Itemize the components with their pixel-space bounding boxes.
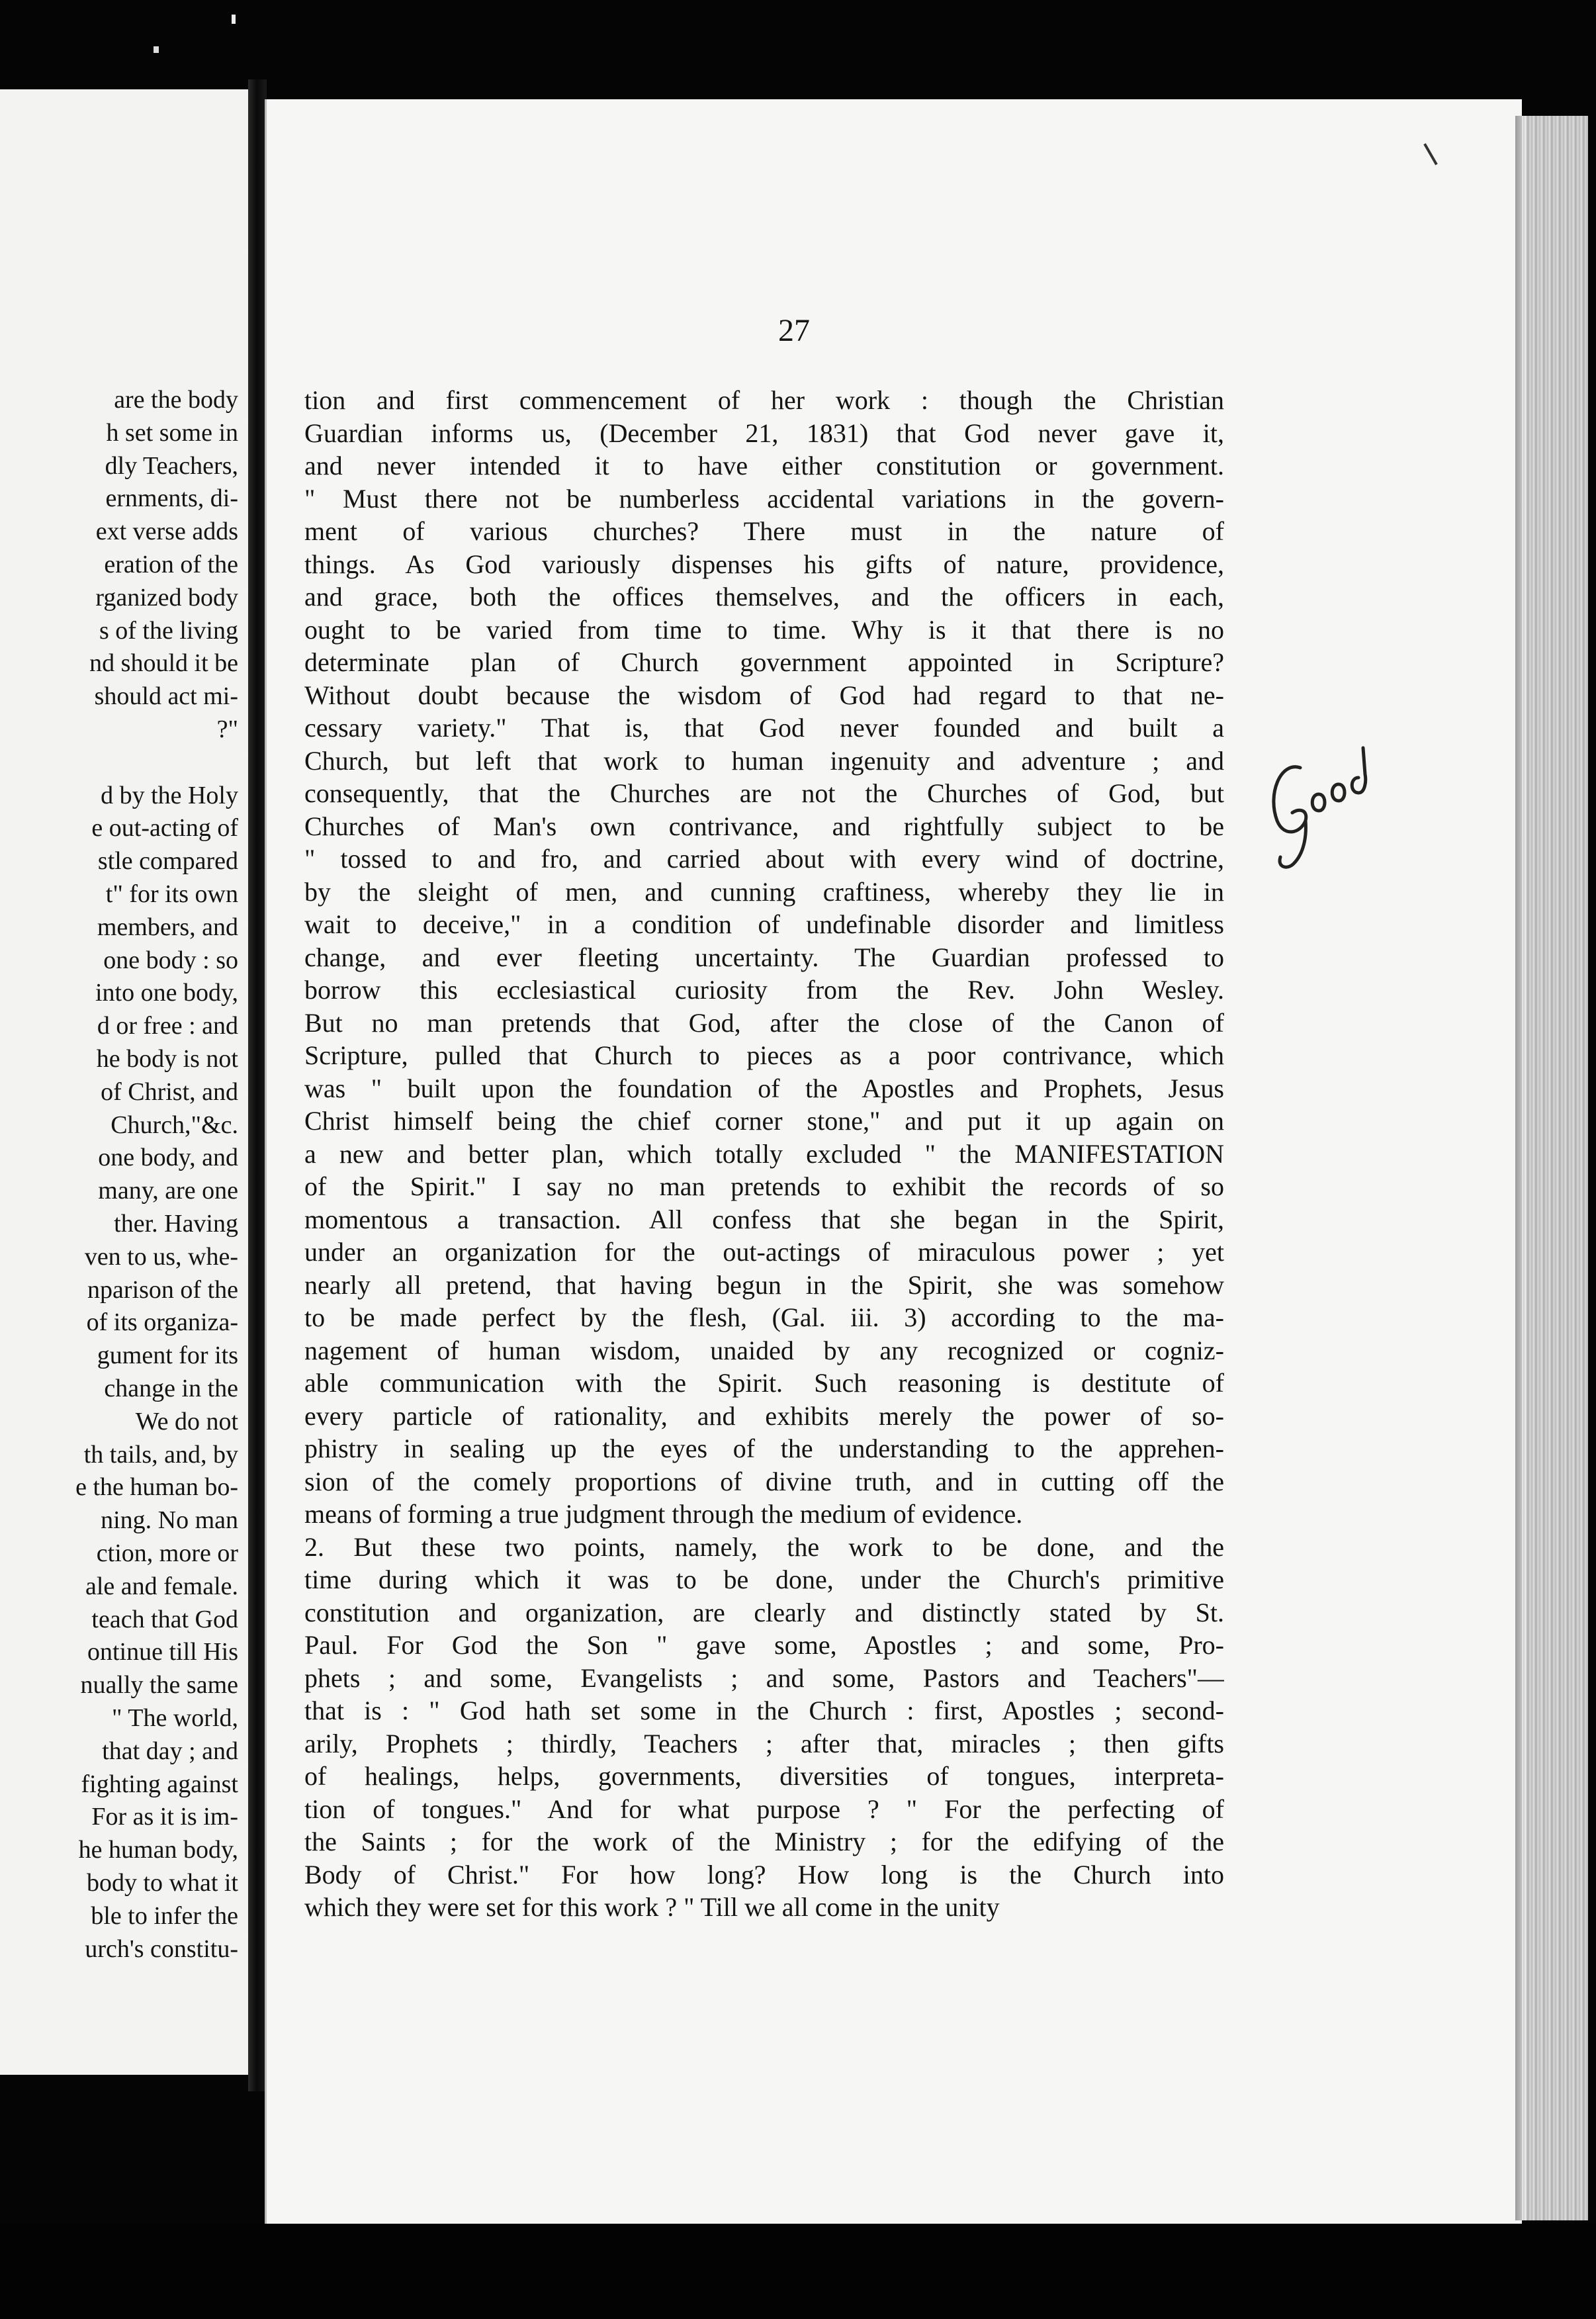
previous-page-line: ction, more or: [96, 1539, 238, 1567]
previous-page-line: [0, 747, 238, 778]
text-line: the Saints ; for the work of the Ministry ; for the edifying of the: [304, 1827, 1224, 1856]
previous-page-line: " The world,: [111, 1704, 238, 1732]
previous-page-line: into one body,: [95, 979, 238, 1007]
text-line: of the Spirit." I say no man pretends to exhibit the records of so: [304, 1171, 1224, 1201]
previous-page-line: dly Teachers,: [105, 451, 238, 480]
text-line: " tossed to and fro, and carried about with every wind of doctrine,: [304, 844, 1224, 874]
previous-page-line: ontinue till His: [87, 1638, 238, 1666]
text-line: Paul. For God the Son " gave some, Apostles ; and some, Pro-: [304, 1630, 1224, 1660]
previous-page-line: h set some in: [106, 418, 238, 447]
text-line: of healings, helps, governments, diversities of tongues, interpreta-: [304, 1761, 1224, 1791]
previous-page-line: urch's constitu-: [85, 1934, 238, 1963]
text-line: and grace, both the offices themselves, and the officers in each,: [304, 582, 1224, 612]
previous-page-line: d or free : and: [97, 1012, 238, 1040]
previous-page-line: th tails, and, by: [83, 1440, 238, 1469]
scan-speck: [154, 46, 159, 53]
text-line: Guardian informs us, (December 21, 1831) that God never gave it,: [304, 418, 1224, 448]
previous-page-line: of Christ, and: [101, 1077, 238, 1106]
previous-page-line: ?": [216, 715, 238, 743]
text-line: wait to deceive," in a condition of undefinable disorder and limitless: [304, 909, 1224, 939]
book-page-edges: [1522, 116, 1588, 2220]
previous-page-line: that day ; and: [102, 1737, 238, 1765]
text-line: that is : " God hath set some in the Church : first, Apostles ; second-: [304, 1696, 1224, 1725]
text-line: Scripture, pulled that Church to pieces as a poor contrivance, which: [304, 1040, 1224, 1070]
previous-page-line: he body is not: [96, 1045, 238, 1073]
scan-speck: [232, 15, 236, 24]
previous-page-line: For as it is im-: [91, 1803, 238, 1831]
previous-page-line: d by the Holy: [101, 781, 238, 809]
text-line: nearly all pretend, that having begun in the Spirit, she was somehow: [304, 1269, 1224, 1300]
book-gutter: [248, 79, 267, 2091]
previous-page-line: many, are one: [98, 1177, 238, 1205]
previous-page-line: s of the living: [99, 616, 238, 645]
text-line: Without doubt because the wisdom of God had regard to that ne-: [304, 680, 1224, 710]
previous-page-line: he human body,: [78, 1836, 238, 1864]
previous-page-line: eration of the: [104, 551, 238, 578]
handwritten-annotation: [1254, 721, 1386, 887]
text-line: 2. But these two points, namely, the work to be done, and the: [304, 1531, 1224, 1562]
previous-page-line: nparison of the: [87, 1275, 238, 1304]
text-line: nagement of human wisdom, unaided by any recognized or cogniz-: [304, 1335, 1224, 1365]
text-line: determinate plan of Church government appointed in Scripture?: [304, 647, 1224, 677]
text-line: every particle of rationality, and exhibits merely the power of so-: [304, 1400, 1224, 1431]
previous-page-line: We do not: [135, 1407, 238, 1435]
previous-page-line: ext verse adds: [95, 518, 238, 546]
previous-page-line: nually the same: [80, 1671, 238, 1700]
text-line: borrow this ecclesiastical curiosity from the Rev. John Wesley.: [304, 975, 1224, 1005]
previous-page-line: change in the: [104, 1375, 238, 1402]
text-line: " Must there not be numberless accidental variations in the govern-: [304, 483, 1224, 514]
text-line: ought to be varied from time to time. Why is it that there is no: [304, 614, 1224, 645]
text-line: Churches of Man's own contrivance, and rightfully subject to be: [304, 811, 1224, 841]
previous-page-line: members, and: [97, 913, 238, 941]
previous-page-line: ernments, di-: [105, 484, 238, 513]
previous-page-line: gument for its: [97, 1341, 238, 1370]
previous-page-line: one body, and: [98, 1144, 238, 1172]
previous-page-line: rganized body: [95, 583, 238, 612]
text-line: sion of the comely proportions of divine truth, and in cutting off the: [304, 1466, 1224, 1496]
previous-page-line: of its organiza-: [86, 1308, 238, 1337]
text-line: Body of Christ." For how long? How long is the Church into: [304, 1859, 1224, 1889]
text-line: was " built upon the foundation of the Apostles and Prophets, Jesus: [304, 1073, 1224, 1103]
previous-page-line: t" for its own: [105, 880, 238, 908]
text-line: phets ; and some, Evangelists ; and some, Pastors and Teachers"—: [304, 1662, 1224, 1693]
previous-page-line: body to what it: [86, 1869, 238, 1897]
text-line: phistry in sealing up the eyes of the understanding to the apprehen-: [304, 1433, 1224, 1463]
previous-page-line: ble to infer the: [91, 1901, 238, 1930]
previous-page-line: teach that God: [91, 1605, 238, 1633]
text-line: tion of tongues." And for what purpose ? " For the perfecting of: [304, 1794, 1224, 1824]
text-line: to be made perfect by the flesh, (Gal. iii. 3) according to the ma-: [304, 1302, 1224, 1332]
previous-page-line: nd should it be: [89, 649, 238, 678]
previous-page-line: e out-acting of: [91, 814, 238, 842]
text-line: a new and better plan, which totally excluded " the MANIFESTATION: [304, 1138, 1224, 1169]
previous-page-line: stle compared: [97, 847, 238, 876]
text-line: ment of various churches? There must in the nature of: [304, 516, 1224, 546]
text-line: and never intended it to have either constitution or government.: [304, 451, 1224, 480]
text-line: which they were set for this work ? " Till we all come in the unity: [304, 1892, 1000, 1922]
previous-page-line: should act mi-: [94, 682, 238, 711]
body-text: [304, 384, 1224, 1924]
scan-border: [0, 2224, 1596, 2319]
text-line: arily, Prophets ; thirdly, Teachers ; after that, miracles ; then gifts: [304, 1728, 1224, 1758]
text-line: Christ himself being the chief corner stone," and put it up again on: [304, 1106, 1224, 1136]
previous-page-fragment: [0, 89, 248, 2075]
text-line: time during which it was to be done, under the Church's primitive: [304, 1565, 1224, 1594]
text-line: under an organization for the out-actings of miraculous power ; yet: [304, 1237, 1224, 1267]
text-line: tion and first commencement of her work : though the Christian: [304, 385, 1224, 415]
text-line: by the sleight of men, and cunning craftiness, whereby they lie in: [304, 876, 1224, 907]
previous-page-line: ning. No man: [101, 1506, 238, 1535]
previous-page-line: one body : so: [103, 946, 238, 974]
previous-page-line: are the body: [114, 386, 238, 414]
text-line: change, and ever fleeting uncertainty. The Guardian professed to: [304, 942, 1224, 972]
page-number: 27: [778, 313, 810, 348]
previous-page-line: ther. Having: [114, 1210, 238, 1238]
previous-page-line: ven to us, whe-: [84, 1242, 238, 1271]
previous-page-line: ale and female.: [85, 1572, 238, 1600]
text-line: momentous a transaction. All confess that she began in the Spirit,: [304, 1204, 1224, 1234]
text-line: consequently, that the Churches are not the Churches of God, but: [304, 778, 1224, 808]
previous-page-line: fighting against: [81, 1770, 238, 1798]
text-line: Church, but left that work to human ingenuity and adventure ; and: [304, 745, 1224, 776]
text-line: things. As God variously dispenses his gifts of nature, providence,: [304, 549, 1224, 579]
text-line: But no man pretends that God, after the close of the Canon of: [304, 1007, 1224, 1038]
text-line: means of forming a true judgment through the medium of evidence.: [304, 1499, 1023, 1529]
text-line: constitution and organization, are clearly and distinctly stated by St.: [304, 1597, 1224, 1627]
previous-page-line: e the human bo-: [75, 1473, 238, 1502]
text-line: able communication with the Spirit. Such reasoning is destitute of: [304, 1368, 1224, 1398]
previous-page-line: Church,"&c.: [111, 1111, 238, 1139]
text-line: cessary variety." That is, that God never founded and built a: [304, 713, 1224, 743]
